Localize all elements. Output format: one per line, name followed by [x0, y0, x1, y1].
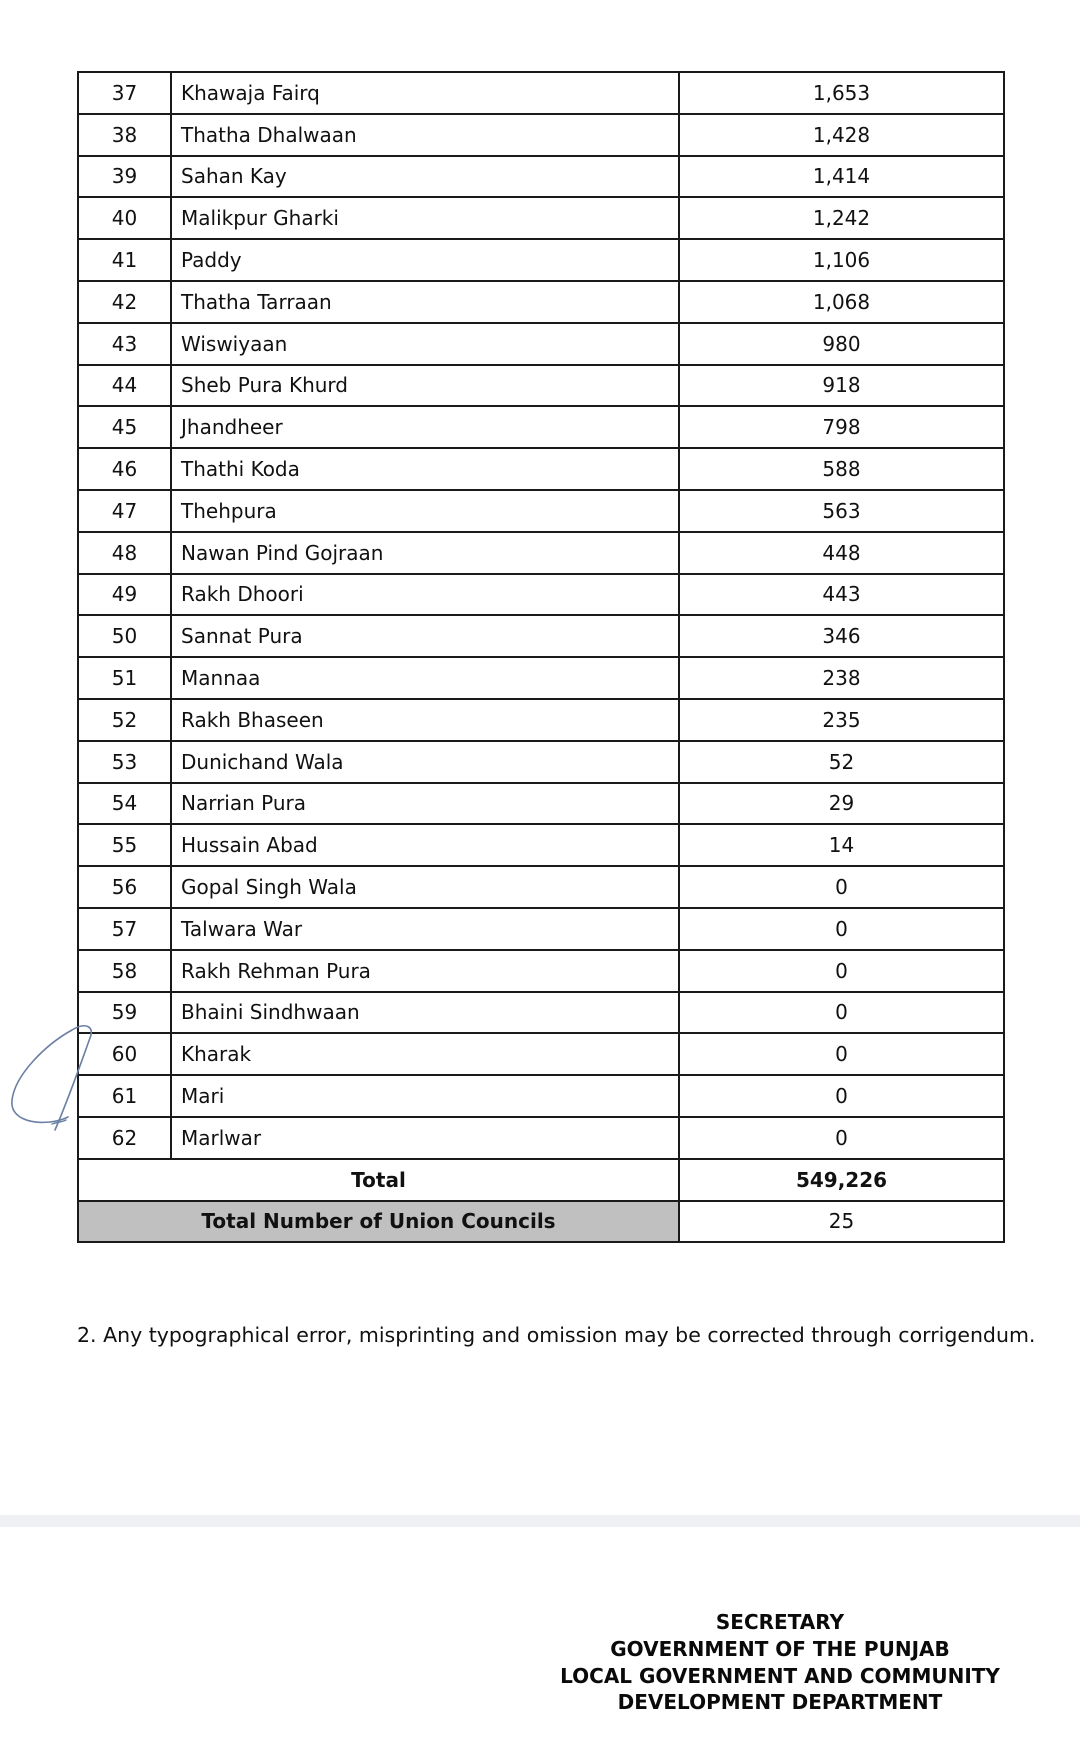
serial-number: 56 [78, 866, 171, 908]
serial-number: 61 [78, 1075, 171, 1117]
table-row [78, 657, 1004, 699]
union-council-name: Sannat Pura [171, 615, 679, 657]
serial-number: 53 [78, 741, 171, 783]
serial-number: 45 [78, 406, 171, 448]
union-council-name: Kharak [171, 1033, 679, 1075]
population-value: 588 [679, 448, 1004, 490]
population-value: 1,414 [679, 156, 1004, 198]
population-value: 1,428 [679, 114, 1004, 156]
table-row [78, 323, 1004, 365]
union-councils-label: Total Number of Union Councils [78, 1201, 679, 1243]
table-row [78, 992, 1004, 1034]
population-value: 0 [679, 1117, 1004, 1159]
population-value: 448 [679, 532, 1004, 574]
table-row [78, 406, 1004, 448]
union-council-name: Bhaini Sindhwaan [171, 992, 679, 1034]
union-council-name: Malikpur Gharki [171, 197, 679, 239]
union-council-name: Rakh Dhoori [171, 574, 679, 616]
population-value: 235 [679, 699, 1004, 741]
population-value: 0 [679, 866, 1004, 908]
table-row [78, 950, 1004, 992]
table-row [78, 1075, 1004, 1117]
union-council-name: Hussain Abad [171, 824, 679, 866]
union-council-name: Thehpura [171, 490, 679, 532]
serial-number: 50 [78, 615, 171, 657]
union-council-table [77, 71, 1005, 1243]
table-row [78, 1033, 1004, 1075]
table-row [78, 448, 1004, 490]
serial-number: 40 [78, 197, 171, 239]
population-value: 1,106 [679, 239, 1004, 281]
table-row [78, 741, 1004, 783]
table-row [78, 156, 1004, 198]
union-council-name: Jhandheer [171, 406, 679, 448]
population-value: 1,068 [679, 281, 1004, 323]
union-council-name: Rakh Bhaseen [171, 699, 679, 741]
union-councils-value: 25 [679, 1201, 1004, 1243]
union-council-name: Mannaa [171, 657, 679, 699]
serial-number: 59 [78, 992, 171, 1034]
population-value: 0 [679, 992, 1004, 1034]
total-label: Total [78, 1159, 679, 1201]
table-row [78, 783, 1004, 825]
table-row [78, 615, 1004, 657]
table-row [78, 72, 1004, 114]
serial-number: 52 [78, 699, 171, 741]
serial-number: 51 [78, 657, 171, 699]
union-council-name: Wiswiyaan [171, 323, 679, 365]
population-value: 52 [679, 741, 1004, 783]
table-row [78, 490, 1004, 532]
union-council-name: Thatha Dhalwaan [171, 114, 679, 156]
signatory-line: LOCAL GOVERNMENT AND COMMUNITY [560, 1663, 1000, 1688]
serial-number: 46 [78, 448, 171, 490]
population-value: 29 [679, 783, 1004, 825]
union-council-name: Talwara War [171, 908, 679, 950]
table-row [78, 699, 1004, 741]
table-row [78, 1117, 1004, 1159]
table-row [78, 908, 1004, 950]
serial-number: 43 [78, 323, 171, 365]
total-row [78, 1159, 1004, 1201]
table-row [78, 824, 1004, 866]
population-value: 0 [679, 908, 1004, 950]
population-value: 980 [679, 323, 1004, 365]
union-council-name: Sheb Pura Khurd [171, 365, 679, 407]
population-value: 1,242 [679, 197, 1004, 239]
population-value: 238 [679, 657, 1004, 699]
serial-number: 42 [78, 281, 171, 323]
union-council-name: Paddy [171, 239, 679, 281]
serial-number: 39 [78, 156, 171, 198]
table-row [78, 197, 1004, 239]
serial-number: 54 [78, 783, 171, 825]
table-row [78, 239, 1004, 281]
serial-number: 38 [78, 114, 171, 156]
serial-number: 60 [78, 1033, 171, 1075]
union-council-name: Gopal Singh Wala [171, 866, 679, 908]
table-row [78, 866, 1004, 908]
population-value: 14 [679, 824, 1004, 866]
population-value: 0 [679, 1033, 1004, 1075]
union-council-name: Marlwar [171, 1117, 679, 1159]
table-row [78, 365, 1004, 407]
signatory-block [540, 1609, 1020, 1716]
total-value: 549,226 [679, 1159, 1004, 1201]
population-value: 1,653 [679, 72, 1004, 114]
union-council-name: Khawaja Fairq [171, 72, 679, 114]
population-value: 918 [679, 365, 1004, 407]
serial-number: 41 [78, 239, 171, 281]
table-row [78, 114, 1004, 156]
union-council-name: Mari [171, 1075, 679, 1117]
population-value: 346 [679, 615, 1004, 657]
serial-number: 58 [78, 950, 171, 992]
serial-number: 47 [78, 490, 171, 532]
union-council-name: Dunichand Wala [171, 741, 679, 783]
serial-number: 57 [78, 908, 171, 950]
page-separator [0, 1515, 1080, 1527]
union-council-name: Rakh Rehman Pura [171, 950, 679, 992]
serial-number: 44 [78, 365, 171, 407]
population-value: 443 [679, 574, 1004, 616]
table-row [78, 281, 1004, 323]
table-row [78, 574, 1004, 616]
population-value: 563 [679, 490, 1004, 532]
signatory-line: GOVERNMENT OF THE PUNJAB [610, 1636, 950, 1661]
signatory-line: DEVELOPMENT DEPARTMENT [617, 1690, 943, 1715]
union-council-name: Thatha Tarraan [171, 281, 679, 323]
population-value: 798 [679, 406, 1004, 448]
serial-number: 49 [78, 574, 171, 616]
union-councils-row [78, 1201, 1004, 1243]
serial-number: 55 [78, 824, 171, 866]
union-council-name: Sahan Kay [171, 156, 679, 198]
serial-number: 48 [78, 532, 171, 574]
table-row [78, 532, 1004, 574]
table-body [78, 72, 1004, 1159]
union-council-name: Thathi Koda [171, 448, 679, 490]
serial-number: 62 [78, 1117, 171, 1159]
union-council-name: Narrian Pura [171, 783, 679, 825]
corrigendum-note: 2. Any typographical error, misprinting and omission may be corrected through corrigendum. [77, 1323, 1036, 1347]
union-council-name: Nawan Pind Gojraan [171, 532, 679, 574]
handwritten-initial-icon [0, 1010, 110, 1140]
population-value: 0 [679, 950, 1004, 992]
population-value: 0 [679, 1075, 1004, 1117]
signatory-line: SECRETARY [715, 1610, 845, 1634]
serial-number: 37 [78, 72, 171, 114]
